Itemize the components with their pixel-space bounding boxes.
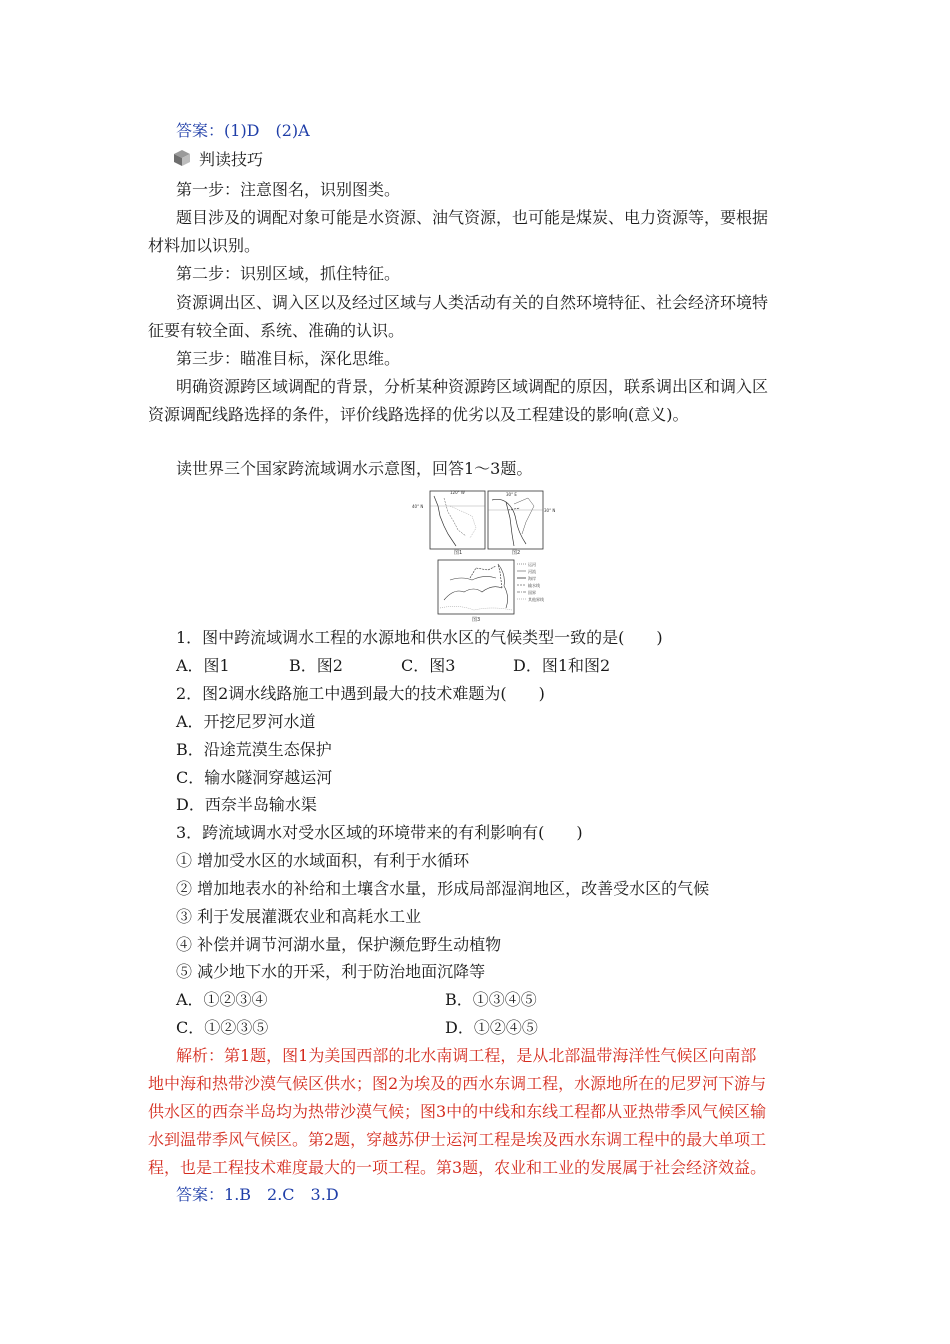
map1-label: 图1 xyxy=(454,550,463,556)
q2-option-a[interactable]: A．开挖尼罗河水道 xyxy=(176,712,316,731)
legend-item: 国界 xyxy=(528,590,536,595)
q3-option-d[interactable]: D．①②④⑤ xyxy=(445,1018,538,1037)
q1-option-b[interactable]: B．图2 xyxy=(289,656,343,675)
q1-option-d[interactable]: D．图1和图2 xyxy=(513,656,611,675)
question-intro: 读世界三个国家跨流域调水示意图，回答1～3题。 xyxy=(176,459,533,478)
q1-option-c[interactable]: C．图3 xyxy=(401,656,456,675)
answer-label: 答案： xyxy=(176,121,225,140)
q2-option-d[interactable]: D．西奈半岛输水渠 xyxy=(176,795,317,814)
map2-longitude: 30° E xyxy=(506,492,517,497)
q2-option-b[interactable]: B．沿途荒漠生态保护 xyxy=(176,740,332,759)
tip-title: 判读技巧 xyxy=(199,150,264,169)
water-transfer-maps xyxy=(410,488,560,623)
step-line: 第一步：注意图名，识别图类。 xyxy=(176,180,401,199)
map-3 xyxy=(438,560,514,623)
answer-text: 1.B 2.C 3.D xyxy=(224,1185,339,1204)
map2-latitude: 30° N xyxy=(544,508,556,513)
map-1 xyxy=(412,490,485,556)
step-line: 明确资源跨区域调配的背景，分析某种资源跨区域调配的原因，联系调出区和调入区 xyxy=(176,377,769,396)
map-2 xyxy=(488,491,555,556)
analysis-line: 水到温带季风气候区。第2题，穿越苏伊士运河工程是埃及西水东调工程中的最大单项工 xyxy=(148,1130,767,1149)
map1-latitude: 40° N xyxy=(412,504,424,509)
step-line: 征要有较全面、系统、准确的认识。 xyxy=(148,321,405,340)
legend-item: 海岸 xyxy=(528,576,536,581)
q3-option-b[interactable]: B．①③④⑤ xyxy=(445,990,537,1009)
q3-option-c[interactable]: C．①②③⑤ xyxy=(176,1018,269,1037)
map-legend xyxy=(517,561,544,602)
analysis-line: 解析：第1题，图1为美国西部的北水南调工程，是从北部温带海洋性气候区向南部 xyxy=(176,1046,757,1065)
answer-label: 答案： xyxy=(176,1185,225,1204)
cube-icon xyxy=(173,149,199,171)
step-line: 第二步：识别区域，抓住特征。 xyxy=(176,264,401,283)
answer-text: (1)D (2)A xyxy=(224,121,310,140)
map3-label: 图3 xyxy=(472,617,481,623)
q3-item: ② 增加地表水的补给和土壤含水量，形成局部湿润地区，改善受水区的气候 xyxy=(176,879,710,898)
q3-item: ④ 补偿并调节河湖水量，保护濒危野生动植物 xyxy=(176,935,502,954)
step-line: 资源调配线路选择的条件，评价线路选择的优劣以及工程建设的影响(意义)。 xyxy=(148,405,689,424)
q2-option-c[interactable]: C．输水隧洞穿越运河 xyxy=(176,768,333,787)
answer-line-1 xyxy=(176,121,310,141)
question-2-stem: 2．图2调水线路施工中遇到最大的技术难题为( ) xyxy=(176,684,545,703)
q3-item: ③ 利于发展灌溉农业和高耗水工业 xyxy=(176,907,422,926)
q3-item: ① 增加受水区的水域面积，有利于水循环 xyxy=(176,851,470,870)
step-line: 第三步：瞄准目标，深化思维。 xyxy=(176,349,401,368)
question-3-stem: 3．跨流域调水对受水区域的环境带来的有利影响有( ) xyxy=(176,823,583,842)
answer-line-2 xyxy=(176,1185,339,1205)
analysis-line: 地中海和热带沙漠气候区供水；图2为埃及的西水东调工程，水源地所在的尼罗河下游与 xyxy=(148,1074,767,1093)
analysis-line: 程，也是工程技术难度最大的一项工程。第3题，农业和工业的发展属于社会经济效益。 xyxy=(148,1158,767,1177)
legend-item: 其他界线 xyxy=(528,597,544,602)
tip-header xyxy=(173,150,263,170)
legend-item: 河流 xyxy=(528,569,536,574)
question-1-stem: 1．图中跨流域调水工程的水源地和供水区的气候类型一致的是( ) xyxy=(176,628,663,647)
step-line: 材料加以识别。 xyxy=(148,236,261,255)
step-line: 资源调出区、调入区以及经过区域与人类活动有关的自然环境特征、社会经济环境特 xyxy=(176,293,769,312)
step-line: 题目涉及的调配对象可能是水资源、油气资源，也可能是煤炭、电力资源等，要根据 xyxy=(176,208,769,227)
legend-item: 运河 xyxy=(528,562,536,567)
analysis-line: 供水区的西奈半岛均为热带沙漠气候；图3中的中线和东线工程都从亚热带季风气候区输 xyxy=(148,1102,767,1121)
q3-option-a[interactable]: A．①②③④ xyxy=(176,990,268,1009)
q3-item: ⑤ 减少地下水的开采，利于防治地面沉降等 xyxy=(176,962,486,981)
map1-longitude: 120° W xyxy=(450,490,465,495)
legend-item: 输水线 xyxy=(528,583,540,588)
map2-label: 图2 xyxy=(512,550,521,556)
q1-option-a[interactable]: A．图1 xyxy=(176,656,230,675)
